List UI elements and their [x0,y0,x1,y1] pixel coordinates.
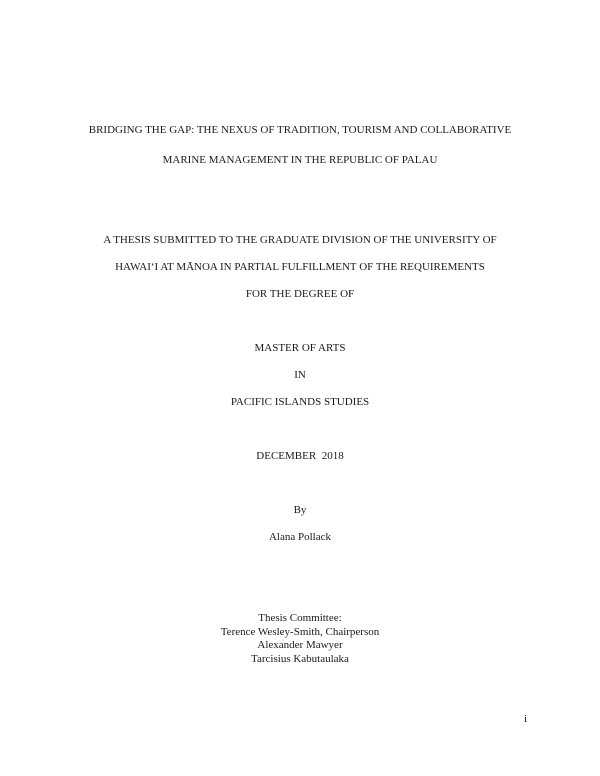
degree-in: IN [294,369,306,381]
page-number: i [524,713,528,725]
author-name: Alana Pollack [268,531,331,543]
committee-member: Tarcisius Kabutaulaka [251,652,349,665]
committee-member: Terence Wesley-Smith, Chairperson [220,625,380,638]
submission-statement-line-2: HAWAI‘I AT MĀNOA IN PARTIAL FULFILLMENT OF THE REQUIREMENTS [115,261,485,273]
thesis-title-line-2: MARINE MANAGEMENT IN THE REPUBLIC OF PALAU [162,154,438,166]
thesis-committee [0,612,600,666]
committee-heading: Thesis Committee: [258,612,342,624]
degree-field: PACIFIC ISLANDS STUDIES [230,396,370,408]
thesis-title-line-1: BRIDGING THE GAP: THE NEXUS OF TRADITION, TOURISM AND COLLABORATIVE [88,124,512,136]
submission-statement-line-1: A THESIS SUBMITTED TO THE GRADUATE DIVISION OF THE UNIVERSITY OF [103,234,497,246]
degree-name: MASTER OF ARTS [254,342,346,354]
submission-statement-line-3: FOR THE DEGREE OF [245,288,355,300]
submission-date: DECEMBER 2018 [256,450,344,462]
committee-member: Alexander Mawyer [257,639,343,651]
by-label: By [293,504,307,516]
